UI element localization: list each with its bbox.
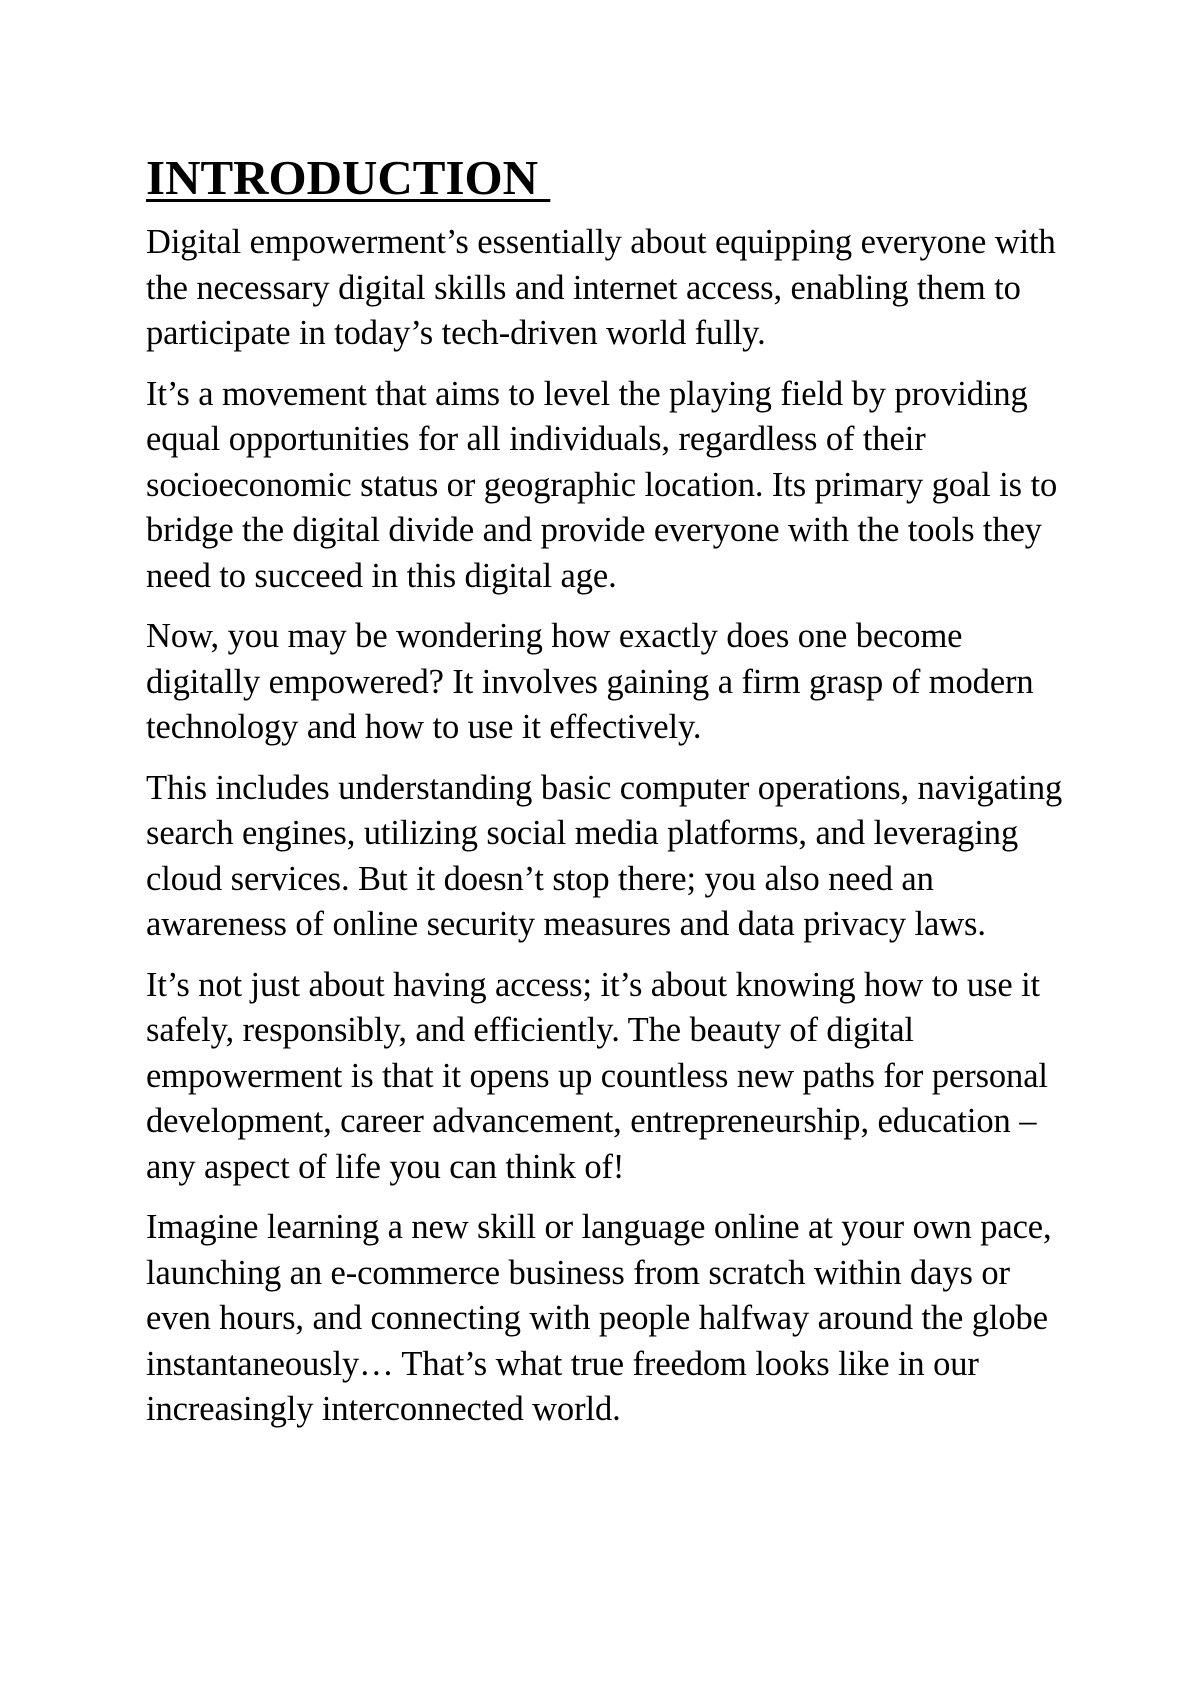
paragraph-5: It’s not just about having access; it’s about knowing how to use it safely, responsibly, and efficiently. The beauty of digital empowerment is that it opens up countless new paths for personal development, career advancement, entrepreneurship, education – any aspect of life you can think of! — [146, 965, 1048, 1186]
paragraph-1: Digital empowerment’s essentially about equipping everyone with the necessary digital skills and internet access, enabling them to participate in today’s tech-driven world fully. — [146, 223, 1056, 352]
page-title: INTRODUCTION — [146, 150, 551, 205]
paragraph-4: This includes understanding basic computer operations, navigating search engines, utilizing social media platforms, and leveraging cloud services. But it doesn’t stop there; you also need an awareness of online security measures and data privacy laws. — [146, 768, 1063, 943]
document-body — [146, 148, 1076, 1448]
paragraph-6: Imagine learning a new skill or language online at your own pace, launching an e-commerce business from scratch within days or even hours, and connecting with people halfway around the globe instantaneously… That’s what true freedom looks like in our increasingly interconnected world. — [146, 1208, 1052, 1428]
paragraph-2: It’s a movement that aims to level the playing field by providing equal opportunities for all individuals, regardless of their socioeconomic status or geographic location. Its primary goal is to bridge the digital divide and provide everyone with the tools they need to succeed in this digital age. — [146, 374, 1058, 595]
paragraph-3: Now, you may be wondering how exactly does one become digitally empowered? It involves gaining a firm grasp of modern technology and how to use it effectively. — [146, 617, 1034, 746]
